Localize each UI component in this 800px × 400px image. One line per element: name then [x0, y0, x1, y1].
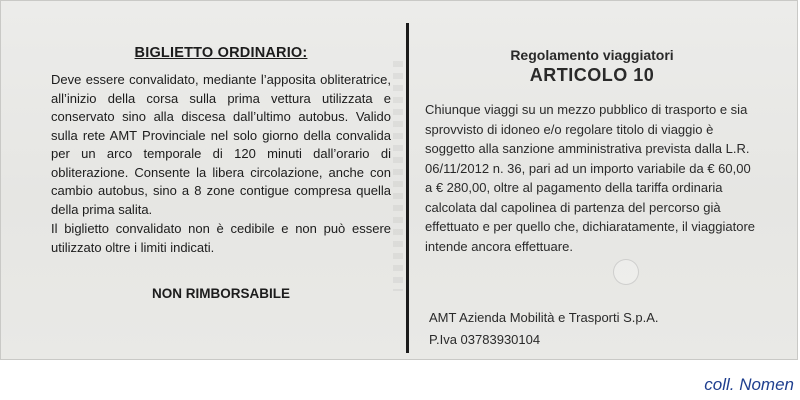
ticket-type-title: BIGLIETTO ORDINARIO: [134, 45, 308, 61]
left-section [51, 45, 391, 257]
company-name: AMT Azienda Mobilità e Trasporti S.p.A. [429, 310, 659, 325]
right-section [425, 47, 759, 256]
vertical-divider [406, 23, 409, 353]
vat-number: P.Iva 03783930104 [429, 332, 541, 347]
non-refundable-label: NON RIMBORSABILE [152, 286, 290, 301]
faint-stamp-mark [613, 259, 639, 285]
company-info [429, 307, 659, 351]
transfer-restrictions: Il biglietto convalidato non è cedibile e non può essere utilizzato oltre i limiti indicati. [51, 221, 391, 255]
penalty-text: Chiunque viaggi su un mezzo pubblico di trasporto e sia sprovvisto di idoneo e/o regolare titolo di viaggio è soggetto alla sanzione amministrativa prevista dalla L.R. 06/11/2012 n. 36, pari ad un importo variabile da € 60,00 a € 280,00, oltre al pagamento della tariffa ordinaria calcolata dal capolinea di partenza del percorso già effettuato e per quello che, dichiaratamente, il viaggiatore intende ancora effettuare. [425, 102, 756, 254]
faint-print-strip [393, 61, 403, 291]
regulation-title: Regolamento viaggiatori [510, 47, 674, 63]
collection-credit: coll. Nomen [704, 375, 794, 394]
validation-instructions: Deve essere convalidato, mediante l’apposita obliteratrice, all’inizio della corsa sulla prima vettura utilizzata e conservato sino alla discesa dall’ultimo autobus. Valido sulla rete AMT Provinciale nel solo giorno della convalida per un arco temporale di 120 minuti dall’orario di obliterazione. Consente la libera circolazione, anche con cambio autobus, sino a 8 zone contigue compresa quella della prima salita. [51, 72, 391, 217]
article-heading: ARTICOLO 10 [529, 65, 655, 85]
